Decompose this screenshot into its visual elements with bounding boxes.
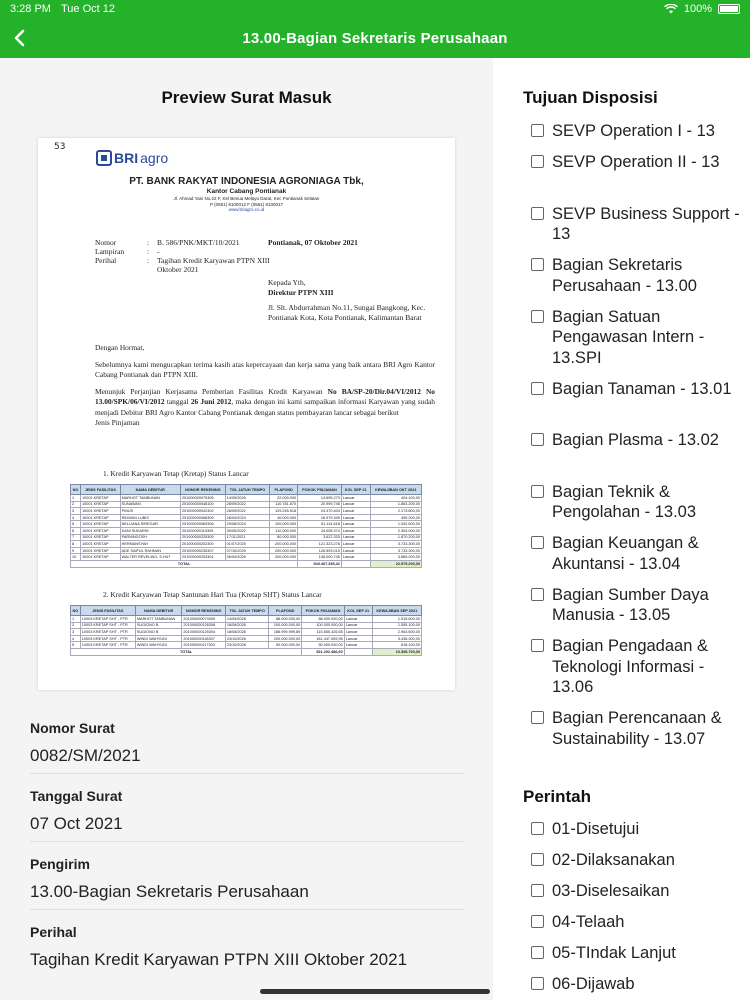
- disposisi-option-sevp-operation-i-13[interactable]: [531, 121, 743, 142]
- kretap-row: 6 10001 KRETAP DANI SUKARNI 201000000110309 30/05/2022 110.000.000 24.008.374 Lancar 2.304.000,00: [72, 528, 420, 533]
- disposisi-option-bagian-sumber-daya-manusia-13-05[interactable]: [531, 585, 743, 626]
- divider: [30, 909, 465, 910]
- perintah-option-label: 05-TIndak Lanjut: [552, 944, 676, 962]
- checkbox-icon[interactable]: [531, 382, 544, 395]
- disposisi-option-label: Bagian Satuan Pengawasan Intern - 13.SPI: [552, 307, 705, 367]
- disposisi-option-label: Bagian Tanaman - 13.01: [552, 379, 732, 398]
- kretap-sht-header-cell: NOMOR REKENING: [182, 606, 225, 616]
- detail-panel: [0, 58, 493, 1000]
- kretap-header-cell: NAMA DEBITUR: [120, 485, 180, 495]
- perintah-option-label: 02-Dilaksanakan: [552, 851, 675, 869]
- checkbox-icon[interactable]: [531, 258, 544, 271]
- nomor-surat-value: 0082/SM/2021: [30, 746, 141, 765]
- disposisi-option-sevp-operation-ii-13[interactable]: [531, 152, 743, 173]
- checkbox-icon[interactable]: [531, 310, 544, 323]
- status-bar: [0, 0, 750, 18]
- kretap-sht-header-cell: TGL JATUH TEMPO: [225, 606, 268, 616]
- disposisi-option-sevp-business-support-13[interactable]: [531, 204, 743, 245]
- disposisi-option-bagian-keuangan-akuntansi-13-04[interactable]: [531, 533, 743, 574]
- letterhead: PT. BANK RAKYAT INDONESIA AGRONIAGA Tbk, Kantor Cabang Pontianak Jl. Ahmad Yani No.22 F, Kel Benua Melayu Darat, Kec Pontianak Selatan P (0561) 8100012 F (0561) 8100017 www.briagro.co.id: [129, 176, 364, 212]
- perintah-option-label: 03-Diselesaikan: [552, 882, 670, 900]
- checkbox-icon[interactable]: [531, 588, 544, 601]
- kretap-row: 1 10001 KRETAP MARHOT TAMBUNAN 201000000075305 14/05/2026 22.000.000 14.695.273 Lancar 404.100,00: [72, 495, 420, 500]
- preview-title: Preview Surat Masuk: [161, 88, 332, 107]
- checkbox-icon[interactable]: [531, 433, 544, 446]
- perintah-title: Perintah: [523, 787, 592, 806]
- kretap-sht-header-cell: NO: [71, 606, 81, 616]
- pengirim-field: Pengirim 13.00-Bagian Sekretaris Perusahaan: [30, 856, 465, 902]
- kretap-header-cell: NOMOR REKENING: [180, 485, 225, 495]
- pengirim-value: 13.00-Bagian Sekretaris Perusahaan: [30, 882, 309, 901]
- table2-title: 2. Kredit Karyawan Tetap Santunan Hari Tua (Kretap SHT) Status Lancar: [103, 590, 322, 599]
- kretap-sht-row: 1 10003 KRETAP SHT - PTR MARHOT TAMBUNAN 201000000074309 14/05/2026 88.000.000,00 88.000.000,00 Lancar 1.515.600,00: [72, 616, 420, 621]
- checkbox-icon[interactable]: [531, 124, 544, 137]
- perintah-option-label: 06-Dijawab: [552, 975, 635, 993]
- kretap-table: [70, 484, 422, 568]
- kretap-sht-table: [70, 605, 422, 656]
- handwritten-number: 53: [54, 142, 66, 152]
- checkbox-icon[interactable]: [531, 822, 544, 835]
- kretap-sht-row: 4 10003 KRETAP SHT - PTR WINDI WAHYUDI 201000000118307 23/10/2026 200.000.000,00 181.447.059,95 Lancar 3.436.300,00: [72, 636, 420, 641]
- perintah-option-03-diselesaikan[interactable]: [531, 881, 743, 902]
- disposisi-option-label: Bagian Perencanaan & Sustainability - 13.07: [552, 709, 722, 748]
- kretap-row: 8 10001 KRETAP HERMANSYAH 201000000202300 01/07/2025 200.000.000 121.323.278 Lancar 3.733.300,00: [72, 541, 420, 546]
- app-bar: [0, 18, 750, 58]
- tujuan-disposisi-title: Tujuan Disposisi: [523, 88, 658, 107]
- checkbox-icon[interactable]: [531, 711, 544, 724]
- disposisi-option-label: SEVP Business Support - 13: [552, 204, 740, 243]
- kretap-sht-header-cell: JENIS FASILITAS: [80, 606, 135, 616]
- disposisi-option-label: Bagian Sekretaris Perusahaan - 13.00: [552, 256, 697, 295]
- kretap-row: 5 10001 KRETAP NELLIANA SIREGAR 201000000069306 29/08/2024 100.000.000 51.114.618 Lancar 1.932.600,00: [72, 522, 420, 527]
- back-button[interactable]: [6, 24, 34, 52]
- disposisi-option-bagian-plasma-13-02[interactable]: [531, 430, 743, 451]
- kretap-sht-total-row: TOTAL 521.202.486,60 10.308.700,00: [71, 648, 422, 655]
- perintah-option-04-telaah[interactable]: [531, 912, 743, 933]
- kretap-header-cell: JENIS FASILITAS: [81, 485, 121, 495]
- kretap-row: 3 10001 KRETAP PINUS 201000000042302 28/09/2022 129.245.518 24.370.404 Lancar 2.173.800,00: [72, 508, 420, 513]
- divider: [30, 841, 465, 842]
- letter-body: Dengan Hormat, Sebelumnya kami mengucapkan terima kasih atas kepercayaan dan kerja sama yang baik antara BRI Agro Kantor Cabang Pontianak dan PTPN XIII. Menunjuk Perjanjian Kerjasama Pemberian Fasilitas Kredit Karyawan No BA/SP-20/Dir.04/VI/2012 No 13.00/SPK/06/VI/2012 tanggal 26 Juni 2012, maka dengan ini kami sampaikan informasi Karyawan yang sudah menjadi Debitur BRI Agro Kantor Cabang Pontianak dengan status pembayaran lancar sebagai berikut Jenis Pinjaman: [95, 343, 435, 427]
- perintah-option-label: 01-Disetujui: [552, 820, 640, 838]
- letter-preview[interactable]: [38, 138, 455, 690]
- briagro-logo: BRI agro: [96, 150, 168, 166]
- disposisi-option-label: SEVP Operation I - 13: [552, 122, 715, 140]
- tanggal-surat-value: 07 Oct 2021: [30, 814, 123, 833]
- tanggal-surat-field: Tanggal Surat 07 Oct 2021: [30, 788, 465, 834]
- kretap-sht-row: 2 10003 KRETAP SHT - PTR SUGIONO B 201000000126308 18/08/2026 100.000.000,00 100.000.000,00 Lancar 1.555.100,00: [72, 623, 420, 628]
- checkbox-icon[interactable]: [531, 639, 544, 652]
- perihal-field: Perihal Tagihan Kredit Karyawan PTPN XIII Oktober 2021: [30, 924, 465, 970]
- disposisi-option-label: Bagian Plasma - 13.02: [552, 431, 719, 449]
- kretap-sht-header-cell: KOL SEP 21: [344, 606, 372, 616]
- battery-icon: [718, 4, 740, 14]
- perihal-value: Tagihan Kredit Karyawan PTPN XIII Oktober 2021: [30, 950, 408, 969]
- checkbox-icon[interactable]: [531, 207, 544, 220]
- disposisi-option-label: Bagian Pengadaan & Teknologi Informasi - 13.06: [552, 637, 708, 696]
- disposisi-option-label: Bagian Teknik & Pengolahan - 13.03: [552, 482, 697, 521]
- disposisi-option-bagian-tanaman-13-01[interactable]: [531, 379, 743, 400]
- checkbox-icon[interactable]: [531, 915, 544, 928]
- disposisi-option-label: Bagian Sumber Daya Manusia - 13.05: [552, 585, 709, 624]
- checkbox-icon[interactable]: [531, 977, 544, 990]
- status-date: Tue Oct 12: [60, 3, 115, 15]
- perintah-option-01-disetujui[interactable]: [531, 819, 743, 840]
- disposisi-option-label: SEVP Operation II - 13: [552, 153, 720, 171]
- disposisi-option-bagian-sekretaris-perusahaan-13-00[interactable]: [531, 255, 743, 296]
- kretap-header-cell: POKOK PINJAMAN: [298, 485, 342, 495]
- kretap-header-cell: KOL SEP 21: [341, 485, 370, 495]
- checkbox-icon[interactable]: [531, 485, 544, 498]
- kretap-sht-header-cell: KEWAJIBAN SEP 2021: [372, 606, 421, 616]
- nomor-surat-field: Nomor Surat 0082/SM/2021: [30, 720, 465, 766]
- letter-recipient: Kepada Yth, Direktur PTPN XIII Jl. Slt. Abdurrahman No.11, Sungai Bangkong, Kec. Pontianak Kota, Kota Pontianak, Kalimantan Barat: [268, 278, 426, 322]
- perintah-option-06-dijawab[interactable]: [531, 974, 743, 995]
- disposisi-option-bagian-teknik-pengolahan-13-03[interactable]: [531, 482, 743, 523]
- kretap-header-cell: PLAFOND: [270, 485, 298, 495]
- table1-title: 1. Kredit Karyawan Tetap (Kretap) Status Lancar: [103, 469, 249, 478]
- checkbox-icon[interactable]: [531, 155, 544, 168]
- kretap-row: 2 10001 KRETAP SUNAWAN 201000000048100 28/09/2022 110.781.870 20.999.748 Lancar 1.863.200,00: [72, 502, 420, 507]
- checkbox-icon[interactable]: [531, 536, 544, 549]
- kretap-row: 10 10001 KRETAP WALTER REVELINO, S.HUT 201000000253301 06/04/2026 200.000.000 136.000.745 Lancar 3.865.200,00: [72, 555, 420, 560]
- page-title: 13.00-Bagian Sekretaris Perusahaan: [242, 29, 508, 47]
- disposisi-option-bagian-pengadaan-teknologi-informasi-13-06[interactable]: [531, 636, 743, 698]
- bri-logo-icon: [96, 150, 112, 166]
- kretap-header-cell: NO: [71, 485, 81, 495]
- checkbox-icon[interactable]: [531, 884, 544, 897]
- divider: [30, 773, 465, 774]
- kretap-row: 7 10001 KRETAP PARNINGOSH 201000000225309 17/11/2021 80.000.000 3.622.333 Lancar 1.870.200,00: [72, 535, 420, 540]
- kretap-row: 9 10001 KRETAP ADE SAIFUL RAHMAN 201000000235307 07/10/2025 200.000.000 126.593.015 Lancar 3.733.300,00: [72, 548, 420, 553]
- perintah-option-label: 04-Telaah: [552, 913, 625, 931]
- battery-percent: 100%: [683, 3, 712, 15]
- disposisi-option-bagian-satuan-pengawasan-intern-13-spi[interactable]: [531, 307, 743, 369]
- wifi-icon: [664, 4, 678, 14]
- kretap-sht-header-cell: NAMA DEBITUR: [135, 606, 182, 616]
- kretap-sht-row: 3 10003 KRETAP SHT - PTR SUGIONO B 201000000125304 18/08/2026 188.999.999,89 115.655.426,65 Lancar 2.963.600,00: [72, 629, 420, 634]
- perintah-option-05-tindak-lanjut[interactable]: [531, 943, 743, 964]
- letter-meta: Nomor : B. 586/PNK/MKT/10/2021 Lampiran : - Perihal : Tagihan Kredit Karyawan PTPN XIII Oktober 2021: [95, 238, 270, 274]
- home-indicator: [260, 989, 490, 994]
- kretap-sht-header-cell: POKOK PINJAMAN: [302, 606, 345, 616]
- kretap-header-cell: KEWAJIBAN OKT 2021: [370, 485, 421, 495]
- chevron-left-icon: [13, 29, 27, 47]
- status-time: 3:28 PM: [10, 3, 51, 15]
- checkbox-icon[interactable]: [531, 853, 544, 866]
- disposisi-option-bagian-perencanaan-sustainability-13-07[interactable]: [531, 708, 743, 749]
- letter-date: Pontianak, 07 Oktober 2021: [268, 238, 358, 247]
- disposisi-panel: [493, 58, 750, 1000]
- kretap-total-row: TOTAL 543.407.335,42 22.575.200,00: [71, 560, 422, 567]
- kretap-sht-header-cell: PLAFOND: [269, 606, 302, 616]
- kretap-row: 4 10001 KRETAP RIDWAN LUBIS 201000000068309 28/04/2024 40.000.000 18.979.349 Lancar 495.200,00: [72, 515, 420, 520]
- disposisi-option-label: Bagian Keuangan & Akuntansi - 13.04: [552, 534, 699, 573]
- perintah-option-02-dilaksanakan[interactable]: [531, 850, 743, 871]
- kretap-sht-row: 5 10003 KRETAP SHT - PTR WINDI WAHYUDI 201000000117303 23/10/2026 50.000.000,00 50.000.000,00 Lancar 818.100,00: [72, 643, 420, 648]
- kretap-header-cell: TGL JATUH TEMPO: [225, 485, 270, 495]
- checkbox-icon[interactable]: [531, 946, 544, 959]
